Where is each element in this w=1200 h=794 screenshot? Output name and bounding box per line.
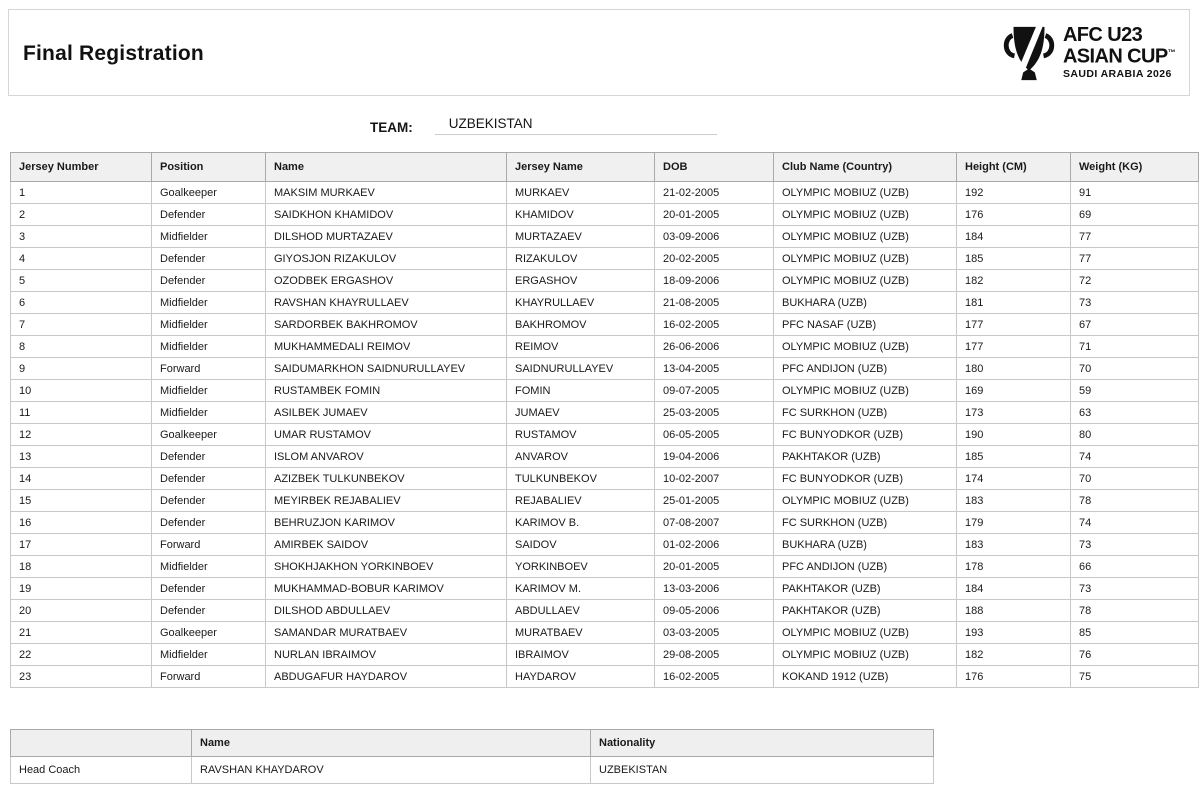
player-cell: 9: [11, 358, 152, 380]
player-cell: PAKHTAKOR (UZB): [774, 578, 957, 600]
player-cell: 15: [11, 490, 152, 512]
player-cell: 176: [957, 204, 1071, 226]
player-cell: Forward: [152, 534, 266, 556]
player-cell: 11: [11, 402, 152, 424]
title-box: [8, 9, 1190, 96]
player-cell: 10-02-2007: [655, 468, 774, 490]
player-cell: 183: [957, 534, 1071, 556]
player-cell: OLYMPIC MOBIUZ (UZB): [774, 380, 957, 402]
player-cell: 188: [957, 600, 1071, 622]
player-cell: 22: [11, 644, 152, 666]
player-cell: OLYMPIC MOBIUZ (UZB): [774, 622, 957, 644]
player-cell: 21-02-2005: [655, 182, 774, 204]
player-cell: KARIMOV M.: [507, 578, 655, 600]
player-cell: RIZAKULOV: [507, 248, 655, 270]
trophy-icon: [1002, 22, 1056, 84]
player-cell: 20-02-2005: [655, 248, 774, 270]
player-cell: 73: [1071, 292, 1199, 314]
player-cell: RUSTAMOV: [507, 424, 655, 446]
player-cell: MUKHAMMAD-BOBUR KARIMOV: [266, 578, 507, 600]
player-row: [11, 402, 1199, 424]
player-cell: 12: [11, 424, 152, 446]
player-cell: 70: [1071, 468, 1199, 490]
player-cell: 70: [1071, 358, 1199, 380]
player-cell: 3: [11, 226, 152, 248]
player-cell: 85: [1071, 622, 1199, 644]
logo-text: [1063, 26, 1175, 80]
player-cell: SHOKHJAKHON YORKINBOEV: [266, 556, 507, 578]
player-row: [11, 578, 1199, 600]
player-cell: Defender: [152, 270, 266, 292]
player-cell: OLYMPIC MOBIUZ (UZB): [774, 490, 957, 512]
player-cell: 182: [957, 644, 1071, 666]
player-cell: FC SURKHON (UZB): [774, 512, 957, 534]
player-cell: Defender: [152, 512, 266, 534]
player-cell: RAVSHAN KHAYRULLAEV: [266, 292, 507, 314]
player-cell: SAIDOV: [507, 534, 655, 556]
player-cell: ANVAROV: [507, 446, 655, 468]
player-cell: 18-09-2006: [655, 270, 774, 292]
player-cell: YORKINBOEV: [507, 556, 655, 578]
player-row: [11, 358, 1199, 380]
staff-table-body: [11, 757, 934, 784]
player-cell: PFC ANDIJON (UZB): [774, 556, 957, 578]
player-cell: REJABALIEV: [507, 490, 655, 512]
player-cell: ABDUGAFUR HAYDAROV: [266, 666, 507, 688]
team-row: [370, 116, 717, 135]
player-cell: 190: [957, 424, 1071, 446]
staff-cell: RAVSHAN KHAYDAROV: [192, 757, 591, 784]
player-cell: 07-08-2007: [655, 512, 774, 534]
player-cell: 177: [957, 336, 1071, 358]
player-cell: 72: [1071, 270, 1199, 292]
player-cell: MUKHAMMEDALI REIMOV: [266, 336, 507, 358]
team-label: TEAM:: [370, 120, 413, 135]
player-cell: JUMAEV: [507, 402, 655, 424]
player-column-header: Jersey Number: [11, 153, 152, 182]
player-cell: Defender: [152, 600, 266, 622]
player-cell: 77: [1071, 248, 1199, 270]
player-cell: 25-01-2005: [655, 490, 774, 512]
player-cell: 5: [11, 270, 152, 292]
player-cell: 16-02-2005: [655, 314, 774, 336]
player-cell: 69: [1071, 204, 1199, 226]
logo-line1: AFC U23: [1062, 24, 1143, 47]
player-cell: FC BUNYODKOR (UZB): [774, 468, 957, 490]
player-row: [11, 270, 1199, 292]
player-cell: 71: [1071, 336, 1199, 358]
player-column-header: Weight (KG): [1071, 153, 1199, 182]
player-cell: 21: [11, 622, 152, 644]
player-cell: 75: [1071, 666, 1199, 688]
player-cell: 177: [957, 314, 1071, 336]
player-cell: 01-02-2006: [655, 534, 774, 556]
player-cell: AZIZBEK TULKUNBEKOV: [266, 468, 507, 490]
page-title: Final Registration: [23, 42, 204, 65]
player-row: [11, 556, 1199, 578]
team-value: UZBEKISTAN: [448, 116, 533, 131]
player-cell: 181: [957, 292, 1071, 314]
player-cell: 26-06-2006: [655, 336, 774, 358]
player-cell: Midfielder: [152, 402, 266, 424]
player-cell: 19-04-2006: [655, 446, 774, 468]
player-row: [11, 446, 1199, 468]
player-cell: MURKAEV: [507, 182, 655, 204]
player-row: [11, 314, 1199, 336]
player-cell: UMAR RUSTAMOV: [266, 424, 507, 446]
player-cell: KHAYRULLAEV: [507, 292, 655, 314]
player-cell: 67: [1071, 314, 1199, 336]
player-cell: 74: [1071, 446, 1199, 468]
player-cell: 180: [957, 358, 1071, 380]
player-cell: Defender: [152, 248, 266, 270]
staff-column-header: Nationality: [591, 730, 934, 757]
player-cell: BEHRUZJON KARIMOV: [266, 512, 507, 534]
player-cell: 2: [11, 204, 152, 226]
player-cell: 7: [11, 314, 152, 336]
player-cell: PFC ANDIJON (UZB): [774, 358, 957, 380]
player-cell: Forward: [152, 666, 266, 688]
player-cell: 174: [957, 468, 1071, 490]
logo-subtitle: SAUDI ARABIA 2026: [1062, 67, 1172, 80]
player-cell: Midfielder: [152, 336, 266, 358]
player-row: [11, 226, 1199, 248]
player-cell: DILSHOD ABDULLAEV: [266, 600, 507, 622]
player-cell: MURTAZAEV: [507, 226, 655, 248]
player-cell: 16-02-2005: [655, 666, 774, 688]
player-row: [11, 248, 1199, 270]
player-cell: SARDORBEK BAKHROMOV: [266, 314, 507, 336]
player-row: [11, 336, 1199, 358]
player-cell: Midfielder: [152, 380, 266, 402]
player-cell: 03-03-2005: [655, 622, 774, 644]
player-row: [11, 490, 1199, 512]
player-cell: 66: [1071, 556, 1199, 578]
player-cell: 73: [1071, 534, 1199, 556]
player-cell: 182: [957, 270, 1071, 292]
player-cell: Midfielder: [152, 292, 266, 314]
player-cell: 09-07-2005: [655, 380, 774, 402]
player-cell: Midfielder: [152, 226, 266, 248]
player-column-header: Name: [266, 153, 507, 182]
player-cell: PFC NASAF (UZB): [774, 314, 957, 336]
player-cell: 29-08-2005: [655, 644, 774, 666]
player-cell: ISLOM ANVAROV: [266, 446, 507, 468]
player-cell: 13-04-2005: [655, 358, 774, 380]
player-cell: OLYMPIC MOBIUZ (UZB): [774, 182, 957, 204]
player-cell: SAIDNURULLAYEV: [507, 358, 655, 380]
player-cell: 13: [11, 446, 152, 468]
player-cell: 18: [11, 556, 152, 578]
player-row: [11, 204, 1199, 226]
player-cell: PAKHTAKOR (UZB): [774, 446, 957, 468]
player-cell: OLYMPIC MOBIUZ (UZB): [774, 204, 957, 226]
player-cell: 63: [1071, 402, 1199, 424]
player-cell: IBRAIMOV: [507, 644, 655, 666]
player-cell: 19: [11, 578, 152, 600]
team-value-field: [435, 116, 717, 135]
player-cell: ABDULLAEV: [507, 600, 655, 622]
player-cell: HAYDAROV: [507, 666, 655, 688]
player-cell: SAIDUMARKHON SAIDNURULLAYEV: [266, 358, 507, 380]
player-cell: BUKHARA (UZB): [774, 292, 957, 314]
player-row: [11, 644, 1199, 666]
player-cell: DILSHOD MURTAZAEV: [266, 226, 507, 248]
player-column-header: DOB: [655, 153, 774, 182]
player-column-header: Height (CM): [957, 153, 1071, 182]
player-cell: 1: [11, 182, 152, 204]
staff-cell: UZBEKISTAN: [591, 757, 934, 784]
player-cell: 173: [957, 402, 1071, 424]
staff-table-head: [11, 730, 934, 757]
player-cell: BUKHARA (UZB): [774, 534, 957, 556]
player-cell: 23: [11, 666, 152, 688]
player-cell: 25-03-2005: [655, 402, 774, 424]
player-cell: MURATBAEV: [507, 622, 655, 644]
player-cell: KARIMOV B.: [507, 512, 655, 534]
player-cell: Defender: [152, 468, 266, 490]
player-cell: Goalkeeper: [152, 424, 266, 446]
player-cell: MAKSIM MURKAEV: [266, 182, 507, 204]
player-cell: 91: [1071, 182, 1199, 204]
player-cell: 193: [957, 622, 1071, 644]
player-row: [11, 534, 1199, 556]
player-cell: FOMIN: [507, 380, 655, 402]
player-cell: 176: [957, 666, 1071, 688]
player-cell: GIYOSJON RIZAKULOV: [266, 248, 507, 270]
player-cell: 178: [957, 556, 1071, 578]
player-cell: 169: [957, 380, 1071, 402]
player-cell: FC BUNYODKOR (UZB): [774, 424, 957, 446]
player-row: [11, 600, 1199, 622]
player-cell: 185: [957, 446, 1071, 468]
player-row: [11, 468, 1199, 490]
player-column-header: Position: [152, 153, 266, 182]
players-table: [10, 152, 1199, 688]
player-cell: KHAMIDOV: [507, 204, 655, 226]
player-cell: 192: [957, 182, 1071, 204]
player-cell: SAIDKHON KHAMIDOV: [266, 204, 507, 226]
player-cell: 74: [1071, 512, 1199, 534]
trademark-symbol: ™: [1167, 48, 1175, 58]
player-cell: 59: [1071, 380, 1199, 402]
player-cell: 76: [1071, 644, 1199, 666]
player-cell: 21-08-2005: [655, 292, 774, 314]
player-cell: 184: [957, 226, 1071, 248]
player-cell: BAKHROMOV: [507, 314, 655, 336]
player-cell: 8: [11, 336, 152, 358]
staff-header-row: [11, 730, 934, 757]
player-cell: FC SURKHON (UZB): [774, 402, 957, 424]
logo-line2: ASIAN CUP™: [1062, 45, 1175, 68]
player-row: [11, 666, 1199, 688]
player-cell: OLYMPIC MOBIUZ (UZB): [774, 270, 957, 292]
player-cell: 183: [957, 490, 1071, 512]
player-cell: 185: [957, 248, 1071, 270]
players-table-head: [11, 153, 1199, 182]
player-cell: ASILBEK JUMAEV: [266, 402, 507, 424]
player-cell: 20: [11, 600, 152, 622]
player-cell: TULKUNBEKOV: [507, 468, 655, 490]
player-row: [11, 424, 1199, 446]
player-cell: 13-03-2006: [655, 578, 774, 600]
staff-column-header: Name: [192, 730, 591, 757]
player-cell: Midfielder: [152, 556, 266, 578]
player-cell: 80: [1071, 424, 1199, 446]
player-cell: OLYMPIC MOBIUZ (UZB): [774, 336, 957, 358]
player-cell: 184: [957, 578, 1071, 600]
player-row: [11, 292, 1199, 314]
player-cell: 78: [1071, 490, 1199, 512]
player-cell: NURLAN IBRAIMOV: [266, 644, 507, 666]
player-cell: Defender: [152, 446, 266, 468]
player-cell: Midfielder: [152, 314, 266, 336]
player-cell: 6: [11, 292, 152, 314]
player-cell: 03-09-2006: [655, 226, 774, 248]
player-cell: 179: [957, 512, 1071, 534]
player-cell: AMIRBEK SAIDOV: [266, 534, 507, 556]
player-cell: RUSTAMBEK FOMIN: [266, 380, 507, 402]
player-cell: OLYMPIC MOBIUZ (UZB): [774, 248, 957, 270]
player-cell: Goalkeeper: [152, 182, 266, 204]
player-cell: Goalkeeper: [152, 622, 266, 644]
player-column-header: Club Name (Country): [774, 153, 957, 182]
player-cell: 10: [11, 380, 152, 402]
staff-row: [11, 757, 934, 784]
player-cell: OLYMPIC MOBIUZ (UZB): [774, 644, 957, 666]
player-row: [11, 512, 1199, 534]
player-cell: 20-01-2005: [655, 556, 774, 578]
player-cell: REIMOV: [507, 336, 655, 358]
player-cell: 20-01-2005: [655, 204, 774, 226]
player-cell: OLYMPIC MOBIUZ (UZB): [774, 226, 957, 248]
tournament-logo: [1002, 19, 1175, 87]
player-cell: PAKHTAKOR (UZB): [774, 600, 957, 622]
player-row: [11, 622, 1199, 644]
player-cell: Defender: [152, 490, 266, 512]
player-column-header: Jersey Name: [507, 153, 655, 182]
player-cell: 73: [1071, 578, 1199, 600]
staff-table: [10, 729, 934, 784]
players-header-row: [11, 153, 1199, 182]
staff-cell: Head Coach: [11, 757, 192, 784]
player-row: [11, 182, 1199, 204]
player-cell: 14: [11, 468, 152, 490]
player-cell: OZODBEK ERGASHOV: [266, 270, 507, 292]
player-cell: 16: [11, 512, 152, 534]
player-cell: MEYIRBEK REJABALIEV: [266, 490, 507, 512]
player-cell: 06-05-2005: [655, 424, 774, 446]
player-cell: KOKAND 1912 (UZB): [774, 666, 957, 688]
player-cell: Midfielder: [152, 644, 266, 666]
player-cell: 78: [1071, 600, 1199, 622]
player-cell: SAMANDAR MURATBAEV: [266, 622, 507, 644]
player-cell: Defender: [152, 204, 266, 226]
player-cell: ERGASHOV: [507, 270, 655, 292]
player-cell: 17: [11, 534, 152, 556]
players-table-body: [11, 182, 1199, 688]
player-row: [11, 380, 1199, 402]
player-cell: 09-05-2006: [655, 600, 774, 622]
player-cell: 4: [11, 248, 152, 270]
staff-column-header: [11, 730, 192, 757]
player-cell: Forward: [152, 358, 266, 380]
player-cell: 77: [1071, 226, 1199, 248]
player-cell: Defender: [152, 578, 266, 600]
